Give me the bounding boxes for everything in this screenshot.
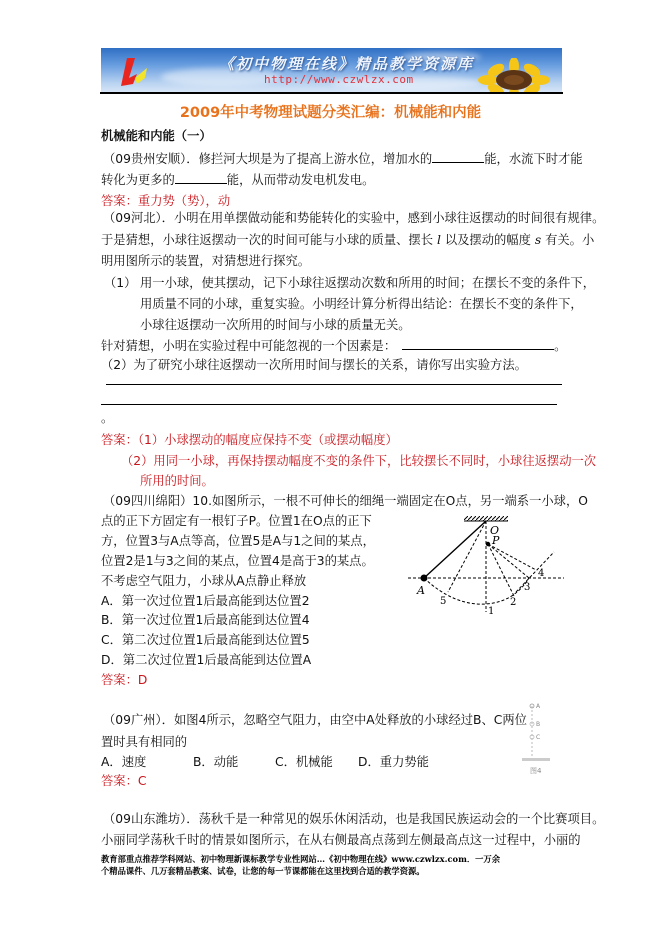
q2-item1-number: （1）	[104, 276, 137, 290]
q2-text-c: 有关。小	[545, 233, 595, 247]
banner-divider	[100, 92, 563, 94]
fig4-label-a: A	[536, 703, 541, 710]
q2-item1-line2: 用质量不同的小球，重复实验。小明经计算分析得出结论：在摆长不变的条件下，	[140, 297, 583, 311]
q2-line2	[101, 232, 594, 248]
q2-neglect-line	[101, 338, 566, 354]
section-heading: 机械能和内能（一）	[101, 129, 212, 143]
q5-line2: 小丽同学荡秋千时的情景如图所示，在从右侧最高点荡到左侧最高点这一过程中，小丽的	[101, 833, 581, 847]
banner-url: http://www.czwlzx.com	[264, 73, 414, 86]
q2-neglect-period: 。	[554, 339, 567, 353]
fig4-label-b: B	[536, 721, 541, 728]
label-3: 3	[524, 582, 531, 593]
label-a: A	[417, 584, 425, 597]
q3-line5: 不考虑空气阻力，小球从A点静止释放	[101, 574, 307, 588]
q1-blank-1	[432, 151, 484, 163]
q2-var-l: l	[436, 233, 441, 247]
q1-answer: 答案：重力势（势），动	[101, 194, 231, 208]
fig4-caption: 图4	[530, 767, 542, 775]
q4-option-c: C．机械能	[275, 755, 333, 769]
q4-option-b: B．动能	[193, 755, 239, 769]
q1-line1	[103, 151, 583, 167]
q4-option-d: D．重力势能	[358, 755, 429, 769]
q2-line3: 明用图所示的装置，对猜想进行探究。	[101, 254, 311, 268]
q2-answer-1: 答案：（1）小球摆动的幅度应保持不变（或摆动幅度）	[101, 433, 398, 447]
fig4-label-c: C	[536, 734, 541, 741]
label-p: P	[492, 534, 500, 547]
q3-option-c: C．第二次过位置1后最高能到达位置5	[101, 633, 310, 647]
q4-option-a: A．速度	[101, 755, 147, 769]
q4-line2: 置时具有相同的	[101, 735, 188, 749]
nail-p	[486, 542, 490, 546]
q2-var-s: s	[534, 233, 542, 247]
site-logo-icon	[115, 56, 155, 88]
q1-text-a: （09贵州安顺）．修拦河大坝是为了提高上游水位，增加水的	[103, 152, 433, 166]
label-2: 2	[510, 597, 517, 608]
q4-answer: 答案：C	[101, 774, 147, 788]
q2-answer-line-1	[106, 384, 562, 385]
document-title: 2009年中考物理试题分类汇编：机械能和内能	[179, 105, 482, 121]
q3-answer: 答案：D	[101, 673, 148, 687]
ball-a	[421, 575, 428, 582]
pendulum-figure	[404, 512, 574, 616]
page-footer	[101, 853, 500, 877]
q2-item2: （2）为了研究小球往返摆动一次所用时间与摆长的关系，请你写出实验方法。	[101, 358, 527, 372]
label-o: O	[490, 524, 500, 537]
q3-option-a: A．第一次过位置1后最高能到达位置2	[101, 594, 310, 608]
q2-line1: （09河北）．小明在用单摆做动能和势能转化的实验中，感到小球往返摆动的时间很有规律。	[103, 211, 605, 225]
q2-answer-2-line2: 所用的时间。	[140, 474, 214, 488]
q1-text-b: 能，水流下时才能	[484, 152, 583, 166]
label-4: 4	[538, 568, 545, 579]
q2-item1-line1: 用一小球，使其摆动，记下小球往返摆动次数和所用的时间；在摆长不变的条件下，	[140, 276, 595, 290]
string-line	[424, 521, 486, 578]
q2-item1-line3: 小球往返摆动一次所用的时间与小球的质量无关。	[140, 318, 411, 332]
figure-4	[522, 700, 550, 780]
q3-line1: （09四川绵阳）10.如图所示，一根不可伸长的细绳一端固定在O点，另一端系一小球，O	[103, 494, 588, 508]
q1-text-d: 能，从而带动发电机发电。	[226, 173, 375, 187]
q1-text-c: 转化为更多的	[101, 173, 175, 187]
q2-answer-period: 。	[101, 411, 114, 425]
q2-neglect-blank	[402, 338, 554, 350]
q4-line1: （09广州）．如图4所示，忽略空气阻力，由空中A处释放的小球经过B、C两位	[103, 713, 527, 727]
label-5: 5	[440, 596, 447, 607]
sunflower-icon	[464, 58, 554, 92]
q2-text-a: 于是猜想，小球往返摆动一次的时间可能与小球的质量、摆长	[101, 233, 434, 247]
q3-line4: 位置2是1与3之间的某点，位置4是高于3的某点。	[101, 554, 374, 568]
q2-neglect-text: 针对猜想，小明在实验过程中可能忽视的一个因素是：	[101, 339, 397, 353]
banner-title: 《初中物理在线》精品教学资源库	[219, 55, 475, 73]
q3-line3: 方，位置3与A点等高，位置5是A与1之间的某点，	[101, 534, 375, 548]
q1-blank-2	[175, 172, 227, 184]
q3-option-d: D．第二次过位置1后最高能到达位置A	[101, 653, 312, 667]
label-1: 1	[488, 606, 495, 616]
q3-option-b: B．第一次过位置1后最高能到达位置4	[101, 613, 310, 627]
q2-text-b: 以及摆动的幅度	[444, 233, 531, 247]
footer-line2: 个精品课件、几万套精品教案、试卷，让您的每一节课都能在这里找到合适的教学资源。	[101, 866, 425, 876]
footer-line1: 教育部重点推荐学科网站、初中物理新课标教学专业性网站…《初中物理在线》www.czwlzx.com．一万余	[101, 854, 501, 864]
site-banner	[101, 48, 562, 92]
q1-line2	[101, 172, 374, 188]
q2-answer-line-2	[101, 404, 557, 405]
q2-answer-2-line1: （2）用同一小球，再保持摆动幅度不变的条件下，比较摆长不同时，小球往返摆动一次	[121, 454, 597, 468]
ceiling-support	[464, 516, 508, 521]
q5-line1: （09山东潍坊）．荡秋千是一种常见的娱乐休闲活动，也是我国民族运动会的一个比赛项目。	[103, 812, 605, 826]
q3-line2: 点的正下方固定有一根钉子P。位置1在O点的正下	[101, 514, 372, 528]
